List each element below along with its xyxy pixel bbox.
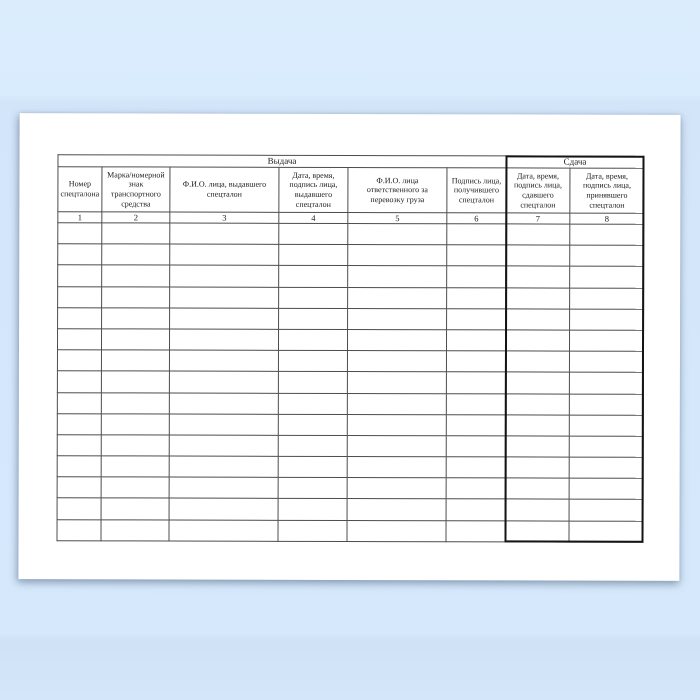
empty-cell [569,500,643,521]
empty-cell [569,457,643,478]
empty-cell [279,266,348,287]
empty-cell [506,287,570,308]
empty-cell [347,414,446,435]
table-row [57,350,643,373]
column-header-3: Ф.И.О. лица, выдавшего спецталон [170,167,279,212]
empty-cell [569,351,643,372]
column-header-2: Марка/номерной знак транспортного средства [102,167,170,212]
empty-cell [347,457,446,478]
empty-cell [446,351,505,372]
column-number-6: 6 [447,213,506,224]
empty-cell [348,223,447,244]
empty-cell [170,223,279,244]
empty-cell [57,371,101,392]
empty-cell [446,457,505,478]
empty-cell [446,372,505,393]
empty-cell [347,435,446,456]
empty-cell [58,265,102,286]
empty-cell [278,499,347,520]
empty-cell [446,478,505,499]
empty-cell [57,413,101,434]
empty-cell [101,414,169,435]
empty-cell [506,330,570,351]
empty-cell [101,456,169,477]
empty-cell [169,393,278,414]
empty-cell [447,266,506,287]
empty-cell [506,309,570,330]
empty-cell [569,436,643,457]
empty-cell [101,329,169,350]
table-row [57,435,643,458]
empty-cell [446,393,505,414]
empty-cell [446,436,505,457]
empty-cell [57,477,101,498]
table-row [57,456,643,479]
empty-cell [570,224,644,245]
paper-sheet [18,113,680,581]
empty-cell [169,371,278,392]
empty-cell [569,394,643,415]
empty-cell [347,372,446,393]
empty-cell [569,415,643,436]
group-header-vydacha: Выдача [58,155,506,168]
empty-cell [57,435,101,456]
empty-cell [506,245,570,266]
empty-cell [279,223,348,244]
empty-cell [505,393,569,414]
empty-cell [57,456,101,477]
empty-cell [57,350,101,371]
empty-cell [102,265,170,286]
table-row [58,244,644,267]
column-header-5: Ф.И.О. лица ответственного за перевозку груза [348,167,447,212]
column-header-1: Номер спецталона [58,167,102,212]
empty-cell [506,224,570,245]
table-row [57,477,643,500]
empty-cell [278,520,347,541]
empty-cell [505,478,569,499]
empty-cell [278,329,347,350]
column-number-5: 5 [348,212,447,223]
table-row [58,265,644,288]
empty-cell [447,287,506,308]
empty-cell [278,393,347,414]
empty-cell [279,287,348,308]
empty-cell [446,520,505,541]
empty-cell [446,414,505,435]
empty-cell [102,286,170,307]
empty-cell [348,245,447,266]
empty-cell [505,521,569,542]
empty-cell [348,308,447,329]
empty-cell [58,244,102,265]
empty-cell [101,519,169,540]
empty-cell [570,330,644,351]
empty-cell [57,519,101,540]
empty-cell [169,435,278,456]
table-row [58,223,644,246]
empty-cell [505,351,569,372]
column-header-4: Дата, время, подпись лица, выдавшего спецталон [279,167,348,212]
empty-cell [169,350,278,371]
empty-cell [101,435,169,456]
empty-cell [101,477,169,498]
table-row [57,498,643,521]
empty-cell [169,456,278,477]
empty-cell [446,330,505,351]
empty-cell [446,499,505,520]
table-row [57,371,643,394]
table-row [57,329,643,352]
empty-cell [347,478,446,499]
empty-cell [447,224,506,245]
column-number-2: 2 [102,212,170,223]
empty-cell [278,372,347,393]
empty-cell [347,520,446,541]
empty-cell [348,287,447,308]
journal-table-body [57,155,644,542]
empty-cell [58,307,102,328]
empty-cell [102,308,170,329]
empty-cell [348,266,447,287]
empty-cell [101,498,169,519]
column-number-3: 3 [170,212,279,223]
empty-cell [278,478,347,499]
empty-cell [170,287,279,308]
empty-cell [569,478,643,499]
empty-cell [447,245,506,266]
table-row [57,413,643,436]
empty-cell [570,309,644,330]
empty-cell [447,309,506,330]
empty-cell [102,223,170,244]
column-header-row [58,167,644,214]
empty-cell [170,265,279,286]
empty-cell [505,499,569,520]
empty-cell [347,329,446,350]
empty-cell [569,372,643,393]
empty-cell [169,520,278,541]
empty-cell [347,351,446,372]
empty-cell [170,244,279,265]
empty-cell [570,245,644,266]
empty-cell [279,245,348,266]
empty-cell [169,498,278,519]
empty-cell [505,415,569,436]
empty-cell [169,414,278,435]
empty-cell [101,350,169,371]
table-row [58,286,644,309]
group-header-sdacha: Сдача [506,156,644,168]
empty-cell [278,350,347,371]
column-header-6: Подпись лица, получившего спецталон [447,168,506,213]
empty-cell [170,308,279,329]
column-number-4: 4 [279,212,348,223]
empty-cell [58,223,102,244]
empty-cell [570,266,644,287]
empty-cell [57,498,101,519]
journal-table [56,154,644,542]
empty-cell [347,393,446,414]
table-row [57,392,643,415]
column-number-7: 7 [506,213,570,224]
column-number-1: 1 [58,212,102,223]
empty-cell [278,414,347,435]
column-header-7: Дата, время, подпись лица, сдавшего спецталон [506,168,570,213]
empty-cell [278,435,347,456]
empty-cell [169,329,278,350]
empty-cell [57,329,101,350]
empty-cell [101,371,169,392]
empty-cell [569,521,643,542]
column-header-8: Дата, время, подпись лица, принявшего спецталон [570,168,644,213]
column-number-8: 8 [570,213,644,224]
empty-cell [101,392,169,413]
empty-cell [279,308,348,329]
empty-cell [505,457,569,478]
empty-cell [347,499,446,520]
table-row [57,519,643,542]
empty-cell [102,244,170,265]
empty-cell [58,286,102,307]
empty-cell [506,266,570,287]
table-row [58,307,644,330]
empty-cell [278,456,347,477]
empty-cell [505,436,569,457]
empty-cell [169,477,278,498]
empty-cell [505,372,569,393]
empty-cell [570,288,644,309]
empty-cell [57,392,101,413]
